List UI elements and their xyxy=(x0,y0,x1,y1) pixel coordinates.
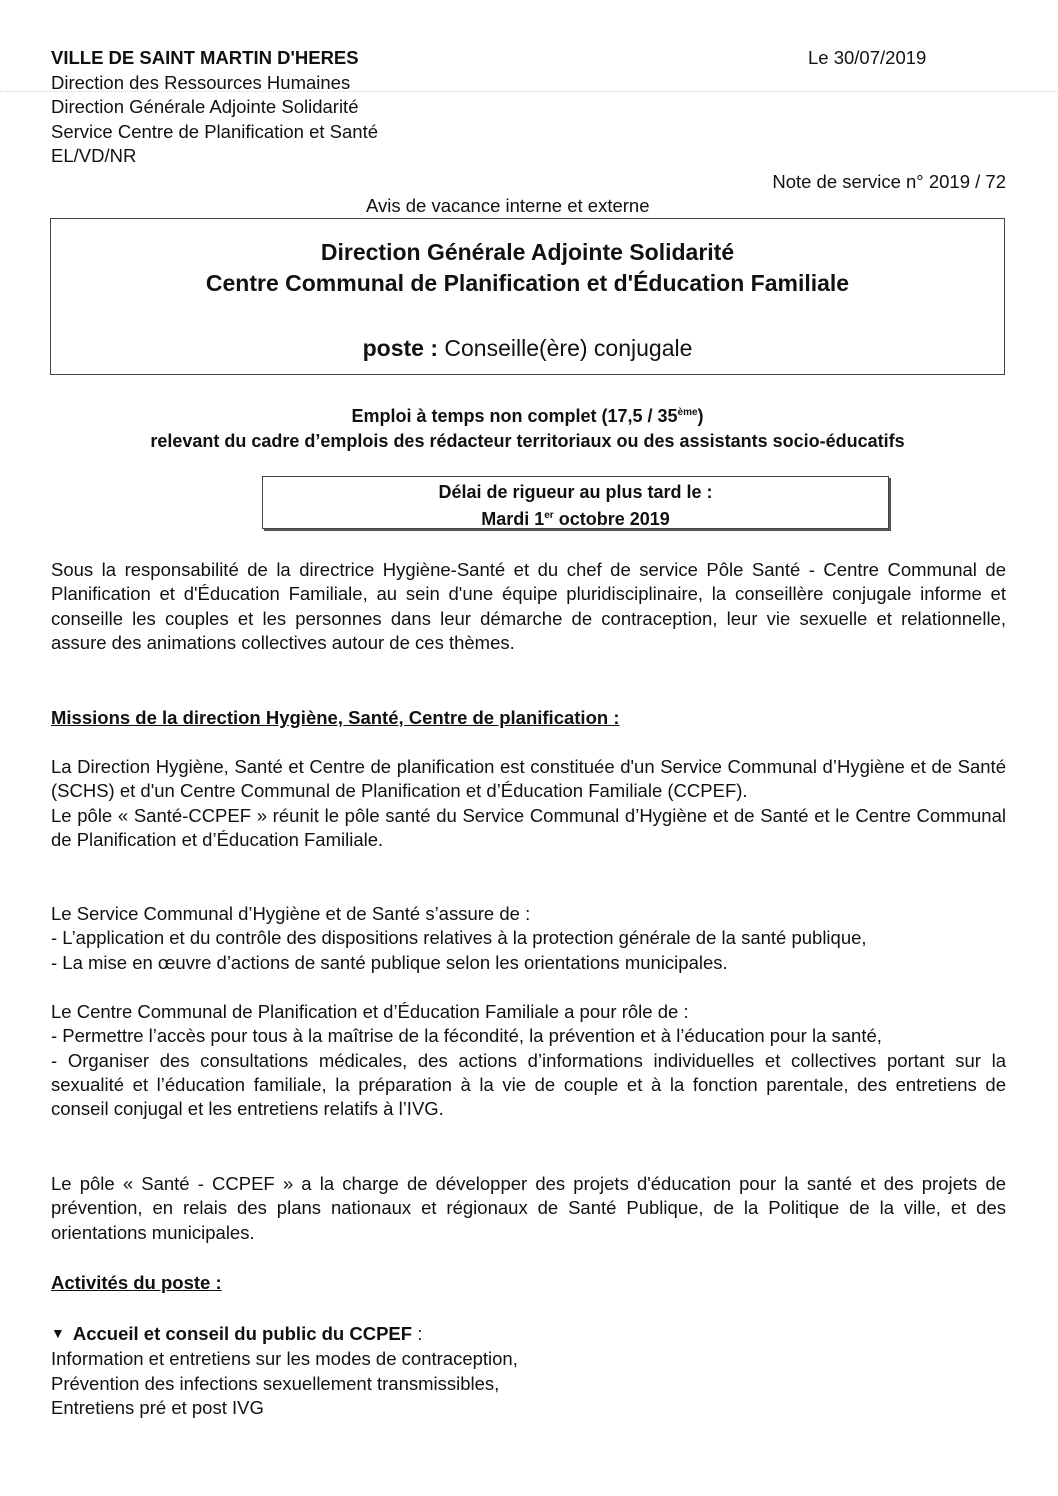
ccpef-section: Le Centre Communal de Planification et d’Éducation Familiale a pour rôle de : - Permettre l’accès pour tous à la maîtrise de la fécondité, la prévention et à l’éducation pour la santé, - Organiser des consultations médicales, des actions d’informations individuelles et collectives portant sur la sexualité et l’éducation familiale, la préparation à la vie de couple et à la fonction parentale, des entretiens de conseil conjugal et les entretiens relatifs à l’IVG. xyxy=(51,1000,1006,1121)
list-item: - Permettre l’accès pour tous à la maîtrise de la fécondité, la prévention et à l’éducation pour la santé, xyxy=(51,1025,882,1047)
job-title-value: Conseille(ère) conjugale xyxy=(437,335,693,361)
title-box xyxy=(50,218,1005,375)
title-direction: Direction Générale Adjointe Solidarité xyxy=(320,239,735,265)
activity-line: Information et entretiens sur les modes de contraception, xyxy=(51,1348,518,1370)
employment-info xyxy=(50,400,1005,454)
missions-heading: Missions de la direction Hygiène, Santé, Centre de planification : xyxy=(51,707,620,728)
letterhead xyxy=(51,46,378,169)
intro-paragraph: Sous la responsabilité de la directrice Hygiène-Santé et du chef de service Pôle Santé - Centre Communal de Planification et d'Éducation Familiale, au sein d'une équipe pluridisciplinaire, la conseillère conjugale informe et conseille les couples et les personnes dans leur démarche de contraception, leur vie sexuelle et relationnelle, assure des animations collectives autour de ces thèmes. xyxy=(51,559,1006,653)
reference-initials: EL/VD/NR xyxy=(51,145,137,166)
activity-item: ▼ Accueil et conseil du public du CCPEF : Information et entretiens sur les modes de contraception, Prévention des infections sexuellement transmissibles, Entretiens pré et post IVG xyxy=(51,1322,1006,1420)
department-line: Direction Générale Adjointe Solidarité xyxy=(51,96,359,117)
arrow-down-icon: ▼ xyxy=(51,1325,65,1341)
employment-time: Emploi à temps non complet (17,5 / 35ème) xyxy=(351,406,704,426)
missions-paragraph: La Direction Hygiène, Santé et Centre de planification est constituée d'un Service Communal d’Hygiène et de Santé (SCHS) et d'un Centre Communal de Planification et d’Éducation Familiale (CCPEF). Le pôle « Santé-CCPEF » réunit le pôle santé du Service Communal d’Hygiène et de Santé et le Centre Communal de Planification et d’Éducation Familiale. xyxy=(51,756,1006,850)
department-line: Direction des Ressources Humaines xyxy=(51,71,351,93)
activity-line: Prévention des infections sexuellement transmissibles, xyxy=(51,1372,500,1394)
list-item: - La mise en œuvre d’actions de santé publique selon les orientations municipales. xyxy=(51,951,728,973)
pole-paragraph: Le pôle « Santé - CCPEF » a la charge de développer des projets d'éducation pour la santé et des projets de prévention, en relais des plans nationaux et régionaux de Santé Publique, de la Politique de la ville, et des orientations municipales. xyxy=(51,1173,1006,1243)
employment-framework: relevant du cadre d’emplois des rédacteur territoriaux ou des assistants socio-éducatifs xyxy=(150,431,905,451)
title-centre: Centre Communal de Planification et d'Éducation Familiale xyxy=(205,270,850,296)
deadline-box xyxy=(262,476,889,529)
document-date: Le 30/07/2019 xyxy=(808,47,927,68)
activity-line: Entretiens pré et post IVG xyxy=(51,1396,264,1418)
activities-heading: Activités du poste : xyxy=(51,1272,222,1293)
deadline-date: Mardi 1er octobre 2019 xyxy=(481,509,670,529)
job-title-label: poste : xyxy=(362,335,438,361)
schs-section: Le Service Communal d’Hygiène et de Santé s’assure de : - L’application et du contrôle des dispositions relatives à la protection générale de la santé publique, - La mise en œuvre d’actions de santé publique selon les orientations municipales. xyxy=(51,902,1006,975)
organization-name: VILLE DE SAINT MARTIN D'HERES xyxy=(51,47,359,68)
activity-title: Accueil et conseil du public du CCPEF xyxy=(72,1323,413,1344)
header-divider xyxy=(0,91,1058,92)
job-title xyxy=(51,333,1004,364)
list-item: - Organiser des consultations médicales, des actions d’informations individuelles et collectives portant sur la sexualité et l’éducation familiale, la préparation à la vie de couple et à la fonction parentale, des entretiens de conseil conjugal et les entretiens relatifs à l’IVG. xyxy=(51,1049,1006,1120)
vacancy-notice-label: Avis de vacance interne et externe xyxy=(366,195,650,216)
list-item: - L’application et du contrôle des dispositions relatives à la protection générale de la santé publique, xyxy=(51,927,867,949)
note-number: Note de service n° 2019 / 72 xyxy=(772,171,1006,192)
department-line: Service Centre de Planification et Santé xyxy=(51,120,379,142)
deadline-label: Délai de rigueur au plus tard le : xyxy=(438,482,713,502)
